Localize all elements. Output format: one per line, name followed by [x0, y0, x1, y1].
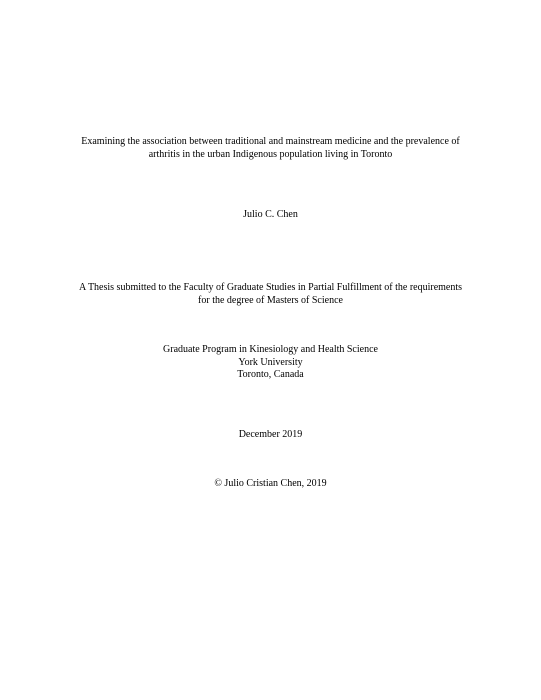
thesis-title-line-1: Examining the association between traditional and mainstream medicine and the prevalence of — [81, 136, 460, 147]
thesis-statement-line-2: for the degree of Masters of Science — [198, 294, 343, 306]
university-location: Toronto, Canada — [237, 369, 304, 380]
submission-date — [60, 429, 481, 442]
author-name — [60, 209, 481, 222]
thesis-title-line-2: arthritis in the urban Indigenous population living in Toronto — [148, 148, 393, 160]
copyright-text: © Julio Cristian Chen, 2019 — [214, 478, 327, 489]
program-info — [60, 344, 481, 382]
author-name-text: Julio C. Chen — [243, 209, 298, 220]
submission-date-text: December 2019 — [238, 429, 303, 440]
thesis-statement — [60, 282, 481, 307]
thesis-title — [60, 136, 481, 161]
thesis-statement-line-1: A Thesis submitted to the Faculty of Graduate Studies in Partial Fulfillment of the requirements — [78, 282, 463, 293]
program-name: Graduate Program in Kinesiology and Health Science — [163, 344, 378, 355]
copyright-notice — [60, 478, 481, 491]
university-name: York University — [238, 356, 303, 368]
